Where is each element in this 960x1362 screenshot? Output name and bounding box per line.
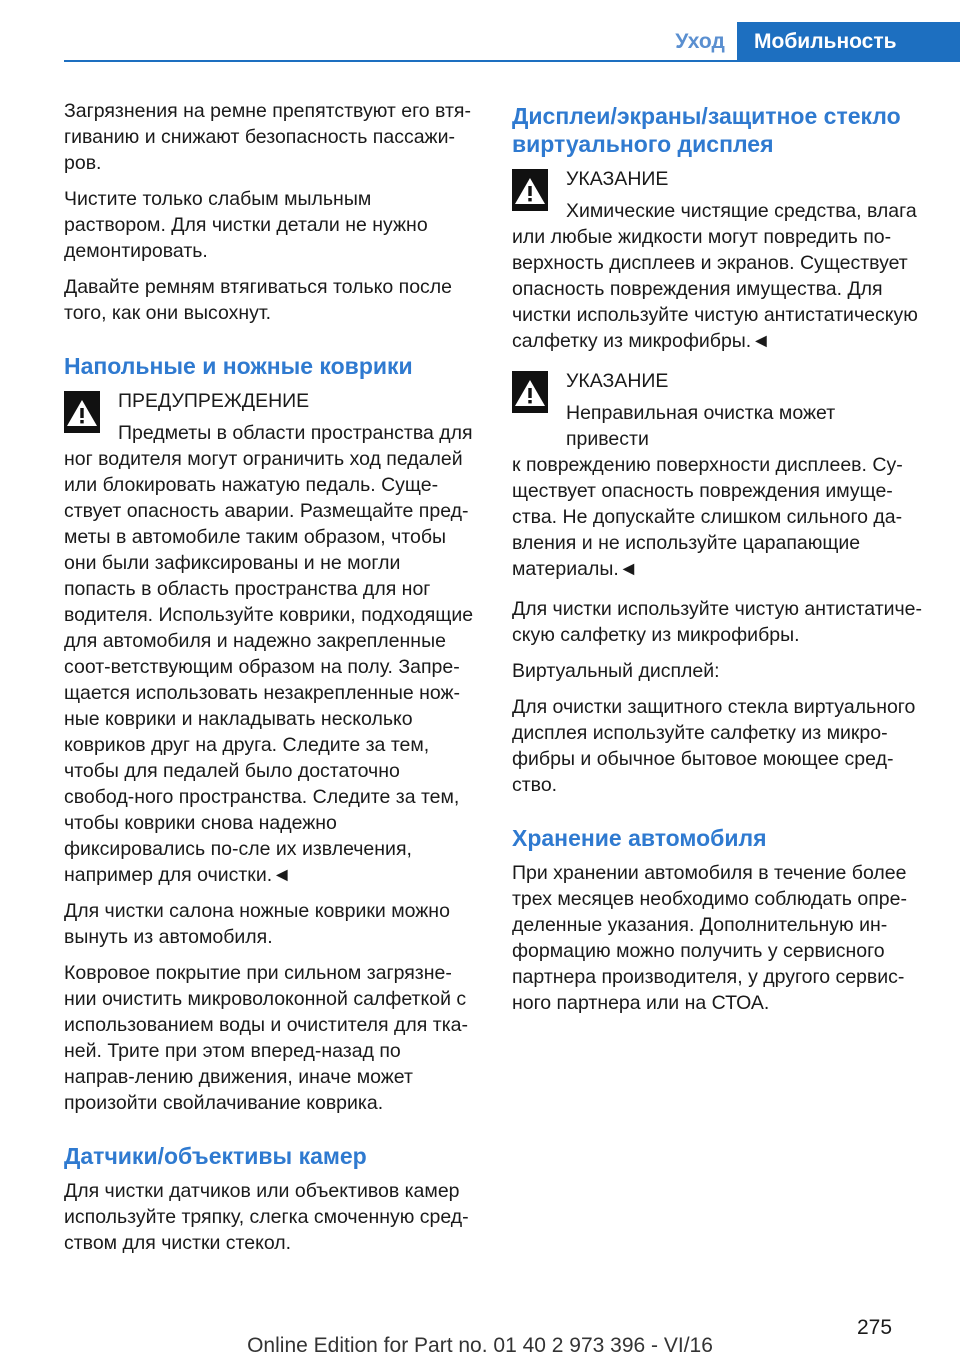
note-text-first-line: Химические чистящие средства, влага [566, 200, 917, 222]
displays-paragraph-2: Виртуальный дисплей: [512, 660, 720, 682]
belt-paragraph-2: Чистите только слабым мыльным раствором. Для чистки детали не нужно демонтировать. [64, 188, 428, 262]
header-divider [64, 60, 960, 62]
warning-text: ног водителя могут ограничить ход педалей или блокировать нажатую педаль. Суще-ствует опасность аварии. Размещайте пред-меты в автомобиле таким образом, чтобы они были зафиксированы и не могли попасть в область пространства для ног водителя. Используйте коврики, подходящие для автомобиля и надежно закрепленные соот-ветствующим образом на полу. Запре-щается использовать незакрепленные нож-ные коврики и накладывать несколько ковриков друг на друга. Следите за тем, чтобы для педалей было достаточно свобод-ного пространства. Следите за тем, чтобы коврики снова надежно фиксировались по-сле их извлечения, например для очистки.◄ [64, 448, 474, 886]
note-text: или любые жидкости могут повредить по-верхность дисплеев и экранов. Существует опасность повреждения имущества. Для чистки используйте чистую антистатическую салфетку из микрофибры.◄ [512, 226, 918, 352]
warning-triangle-icon [64, 391, 100, 433]
warning-triangle-icon [512, 169, 548, 211]
mats-paragraph-1: Для чистки салона ножные коврики можно вынуть из автомобиля. [64, 900, 450, 948]
sensors-paragraph: Для чистки датчиков или объективов камер используйте тряпку, слегка смоченную сред-ством для чистки стекол. [64, 1180, 469, 1254]
note-label: УКАЗАНИЕ [566, 168, 669, 190]
tab-mobility[interactable]: Мобильность [737, 22, 960, 62]
heading-sensors: Датчики/объективы камер [64, 1143, 367, 1169]
note-text: к повреждению поверхности дисплеев. Су-ществует опасность повреждения имуще-ства. Не допускайте слишком сильного да-вления и не используйте царапающие материалы.◄ [512, 454, 903, 580]
warning-label: ПРЕДУПРЕЖДЕНИЕ [118, 390, 310, 412]
displays-paragraph-3: Для очистки защитного стекла виртуального дисплея используйте салфетку из микро-фибры и обычное бытовое моющее сред-ство. [512, 696, 916, 796]
storage-paragraph: При хранении автомобиля в течение более трех месяцев необходимо соблюдать опре-деленные указания. Дополнительную ин-формацию можно получить у сервисного партнера производителя, у другого сервис-ного партнера или на СТОА. [512, 862, 907, 1014]
heading-floor-mats: Напольные и ножные коврики [64, 353, 413, 379]
note-block-1 [512, 166, 923, 224]
mats-paragraph-2: Ковровое покрытие при сильном загрязне-нии очистить микроволоконной салфеткой с использованием воды и очистителя для тка-ней. Трите при этом вперед-назад по направ-лению движения, иначе может произойти свойлачивание коврика. [64, 962, 468, 1114]
warning-triangle-icon [512, 371, 548, 413]
note-label: УКАЗАНИЕ [566, 370, 669, 392]
note-text-first-line: Неправильная очистка может привести [566, 402, 836, 450]
right-column [512, 98, 923, 1026]
belt-paragraph-3: Давайте ремням втягиваться только после того, как они высохнут. [64, 276, 453, 324]
heading-displays: Дисплеи/экраны/защитное стекло виртуального дисплея [512, 103, 901, 157]
warning-text-first-line: Предметы в области пространства для [118, 422, 473, 444]
edition-footer: Online Edition for Part no. 01 40 2 973 396 - VI/16 [247, 1334, 713, 1357]
note-block-2 [512, 368, 923, 452]
belt-paragraph-1: Загрязнения на ремне препятствуют его втя-гиванию и снижают безопасность пассажи-ров. [64, 100, 471, 174]
page-number: 275 [857, 1316, 893, 1339]
page-header [0, 0, 960, 62]
left-column [64, 98, 475, 1266]
warning-block [64, 388, 475, 446]
heading-storage: Хранение автомобиля [512, 825, 767, 851]
displays-paragraph-1: Для чистки используйте чистую антистатиче-скую салфетку из микрофибры. [512, 598, 923, 646]
tab-care[interactable]: Уход [675, 30, 725, 53]
